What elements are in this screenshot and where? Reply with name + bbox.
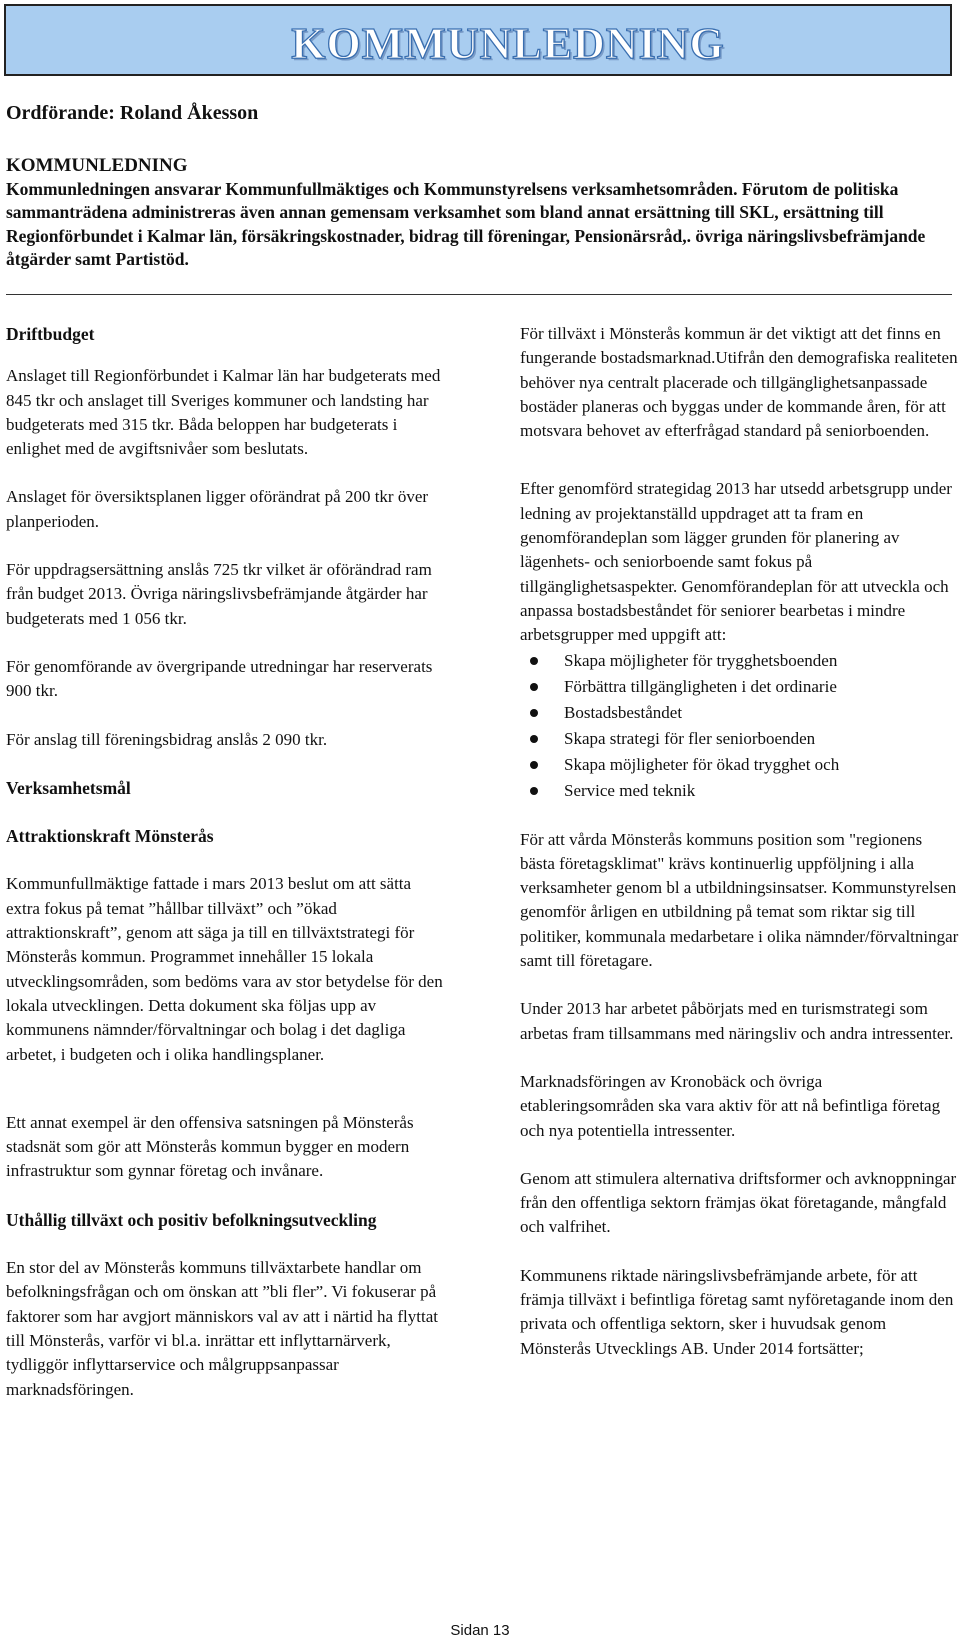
left-column (6, 322, 446, 1402)
paragraph: Marknadsföringen av Kronobäck och övriga etableringsområden ska vara aktiv för att nå befintliga företag och nya potentiella intressenter. (520, 1071, 941, 1140)
verksamhetsmal-heading: Verksamhetsmål (6, 777, 131, 798)
paragraph: För genomförande av övergripande utredningar har reserverats 900 tkr. (6, 656, 433, 701)
driftbudget-heading: Driftbudget (6, 324, 95, 344)
paragraph: För uppdragsersättning anslås 725 tkr vilket är oförändrad ram från budget 2013. Övriga näringslivsbefrämjande åtgärder har budgeterats med 1 056 tkr. (6, 560, 432, 628)
paragraph: Anslaget till Regionförbundet i Kalmar län har budgeterats med 845 tkr och anslaget till Sveriges kommuner och landsting har budgeterats med 315 tkr. Båda beloppen har budgeterats i enlighet med de avgiftsnivåer som beslutats. (6, 366, 441, 459)
paragraph: Kommunens riktade näringslivsbefrämjande arbete, för att främja tillväxt i befintliga företag samt nyföretagande inom den privata och offentliga sektorn, sker i huvudsak genom Mönsterås Utvecklings AB. Under 2014 fortsätter; (520, 1265, 954, 1358)
title-banner (4, 4, 952, 76)
paragraph: Under 2013 har arbetet påbörjats med en turismstrategi som arbetas fram tillsammans med näringsliv och andra intressenter. (520, 999, 954, 1043)
paragraph: Anslaget för översiktsplanen ligger oförändrat på 200 tkr över planperioden. (6, 487, 429, 531)
paragraph: För att vårda Mönsterås kommuns position som "regionens bästa företagsklimat" krävs kontinuerlig uppföljning i alla verksamheter genom bl a utbildningsinsatser. Kommunstyrelsen genomför årligen en utbildning på temat som riktar sig till politiker, kommunala medarbetare i olika nämnder/förvaltningar samt till företagare. (520, 829, 959, 971)
page-number: Sidan 13 (450, 1622, 510, 1639)
bullet-list (520, 648, 960, 804)
paragraph: Efter genomförd strategidag 2013 har utsedd arbetsgrupp under ledning av projektanställd uppdraget att ta fram en genomförandeplan som lägger grunden för planering av lägenhets- och seniorboende samt fokus på tillgänglighetsaspekter. Genomförandeplan för att utveckla och anpassa bostadsbeståndet för seniorer bearbetas i mindre arbetsgrupper med uppgift att: (520, 479, 952, 645)
paragraph: Ett annat exempel är den offensiva satsningen på Mönsterås stadsnät som gör att Mönsterås kommun bygger en modern infrastruktur som gynnar företag och invånare. (6, 1112, 414, 1181)
banner-title: KOMMUNLEDNING (291, 19, 725, 68)
paragraph: För tillväxt i Mönsterås kommun är det viktigt att det finns en fungerande bostadsmarknad.Utifrån den demografiska realiteten behöver nya centralt placerade och tillgänglighetsanpassade bostäder planeras och byggas under de kommande åren, för att motsvara behovet av efterfrågad standard på seniorboenden. (520, 324, 958, 441)
list-item: Skapa strategi för fler seniorboenden (564, 726, 960, 752)
chair-line: Ordförande: Roland Åkesson (6, 102, 259, 124)
list-item: Förbättra tillgängligheten i det ordinarie (564, 674, 960, 700)
divider-rule (6, 294, 952, 295)
attraktionskraft-heading: Attraktionskraft Mönsterås (6, 826, 214, 847)
list-item: Skapa möjligheter för ökad trygghet och (564, 752, 960, 778)
intro-text: Kommunledningen ansvarar Kommunfullmäktiges och Kommunstyrelsens verksamhetsområden. Förutom de politiska sammanträdena administreras även annan gemensam verksamhet som bland annat ersättning till SKL, ersättning till Regionförbundet i Kalmar län, försäkringskostnader, bidrag till föreningar, Pensionärsråd,. övriga näringslivsbefrämjande åtgärder samt Partistöd. (6, 178, 926, 269)
paragraph: En stor del av Mönsterås kommuns tillväxtarbete handlar om befolkningsfrågan och om önskan att ”bli fler”. Vi fokuserar på faktorer som har avgjort människors val av att i närtid ha flyttat till Mönsterås, varför vi bl.a. inrättar ett inflyttarnärverk, tydliggör inflyttarservice och målgruppsanpassar marknadsföringen. (6, 1258, 438, 1399)
paragraph: För anslag till föreningsbidrag anslås 2 090 tkr. (6, 729, 328, 749)
uthallig-heading: Uthållig tillväxt och positiv befolkningsutveckling (6, 1209, 377, 1230)
list-item: Bostadsbeståndet (564, 700, 960, 726)
list-item: Service med teknik (564, 778, 960, 804)
paragraph: Genom att stimulera alternativa driftsformer och avknoppningar från den offentliga sektorn främjas ökat företagande, mångfald och valfrihet. (520, 1168, 957, 1237)
paragraph: Kommunfullmäktige fattade i mars 2013 beslut om att sätta extra fokus på temat ”hållbar tillväxt” och ”ökad attraktionskraft”, genom att säga ja till en tillväxtstrategi för Mönsterås kommun. Programmet innehåller 15 lokala utvecklingsområden, som bedöms vara av stor betydelse för den lokala utvecklingen. Detta dokument ska följas upp av kommunens nämnder/förvaltningar och bolag i det dagliga arbetet, i budgeten och i olika handlingsplaner. (6, 874, 443, 1064)
list-item: Skapa möjligheter för trygghetsboenden (564, 648, 960, 674)
intro-heading: KOMMUNLEDNING (6, 155, 188, 176)
intro-section (6, 154, 952, 272)
right-column (520, 322, 960, 1361)
